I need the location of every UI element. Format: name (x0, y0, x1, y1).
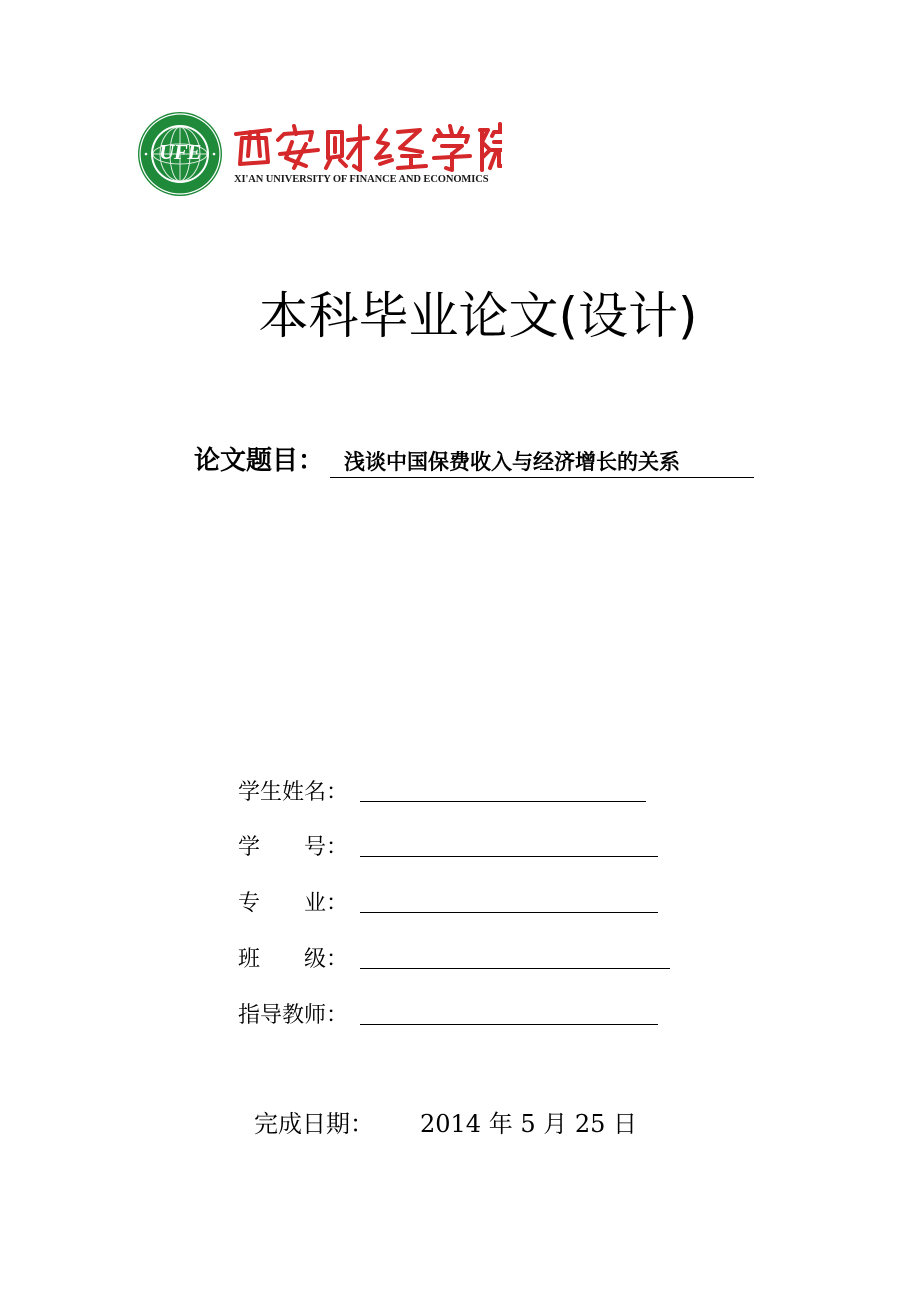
thesis-title-label: 论文题目： (194, 446, 325, 476)
field-label: 指导教师： (238, 1003, 349, 1028)
field-blank-line (360, 856, 658, 857)
page-title: 本科毕业论文(设计) (258, 287, 698, 345)
completion-date-label: 完成日期： (254, 1110, 374, 1138)
thesis-title-row (194, 442, 754, 478)
thesis-title-value: 浅谈中国保费收入与经济增长的关系 (330, 447, 754, 478)
field-major (238, 885, 658, 919)
field-label: 学生姓名： (238, 780, 349, 805)
field-label: 学 号： (238, 835, 349, 860)
emblem-initials: UFE (159, 140, 201, 164)
field-blank-line (360, 801, 646, 802)
completion-date (254, 1106, 637, 1142)
field-student-id (238, 829, 658, 863)
field-blank-line (360, 1024, 658, 1025)
field-blank-line (360, 968, 670, 969)
university-english-name: XI'AN UNIVERSITY OF FINANCE AND ECONOMICS (234, 174, 489, 185)
field-blank-line (360, 912, 658, 913)
field-label: 专 业： (238, 891, 349, 916)
field-label: 班 级： (238, 947, 349, 972)
field-class (238, 941, 670, 975)
field-advisor (238, 997, 658, 1031)
field-student-name (238, 774, 646, 808)
completion-date-value: 2014 年 5 月 25 日 (420, 1110, 638, 1138)
